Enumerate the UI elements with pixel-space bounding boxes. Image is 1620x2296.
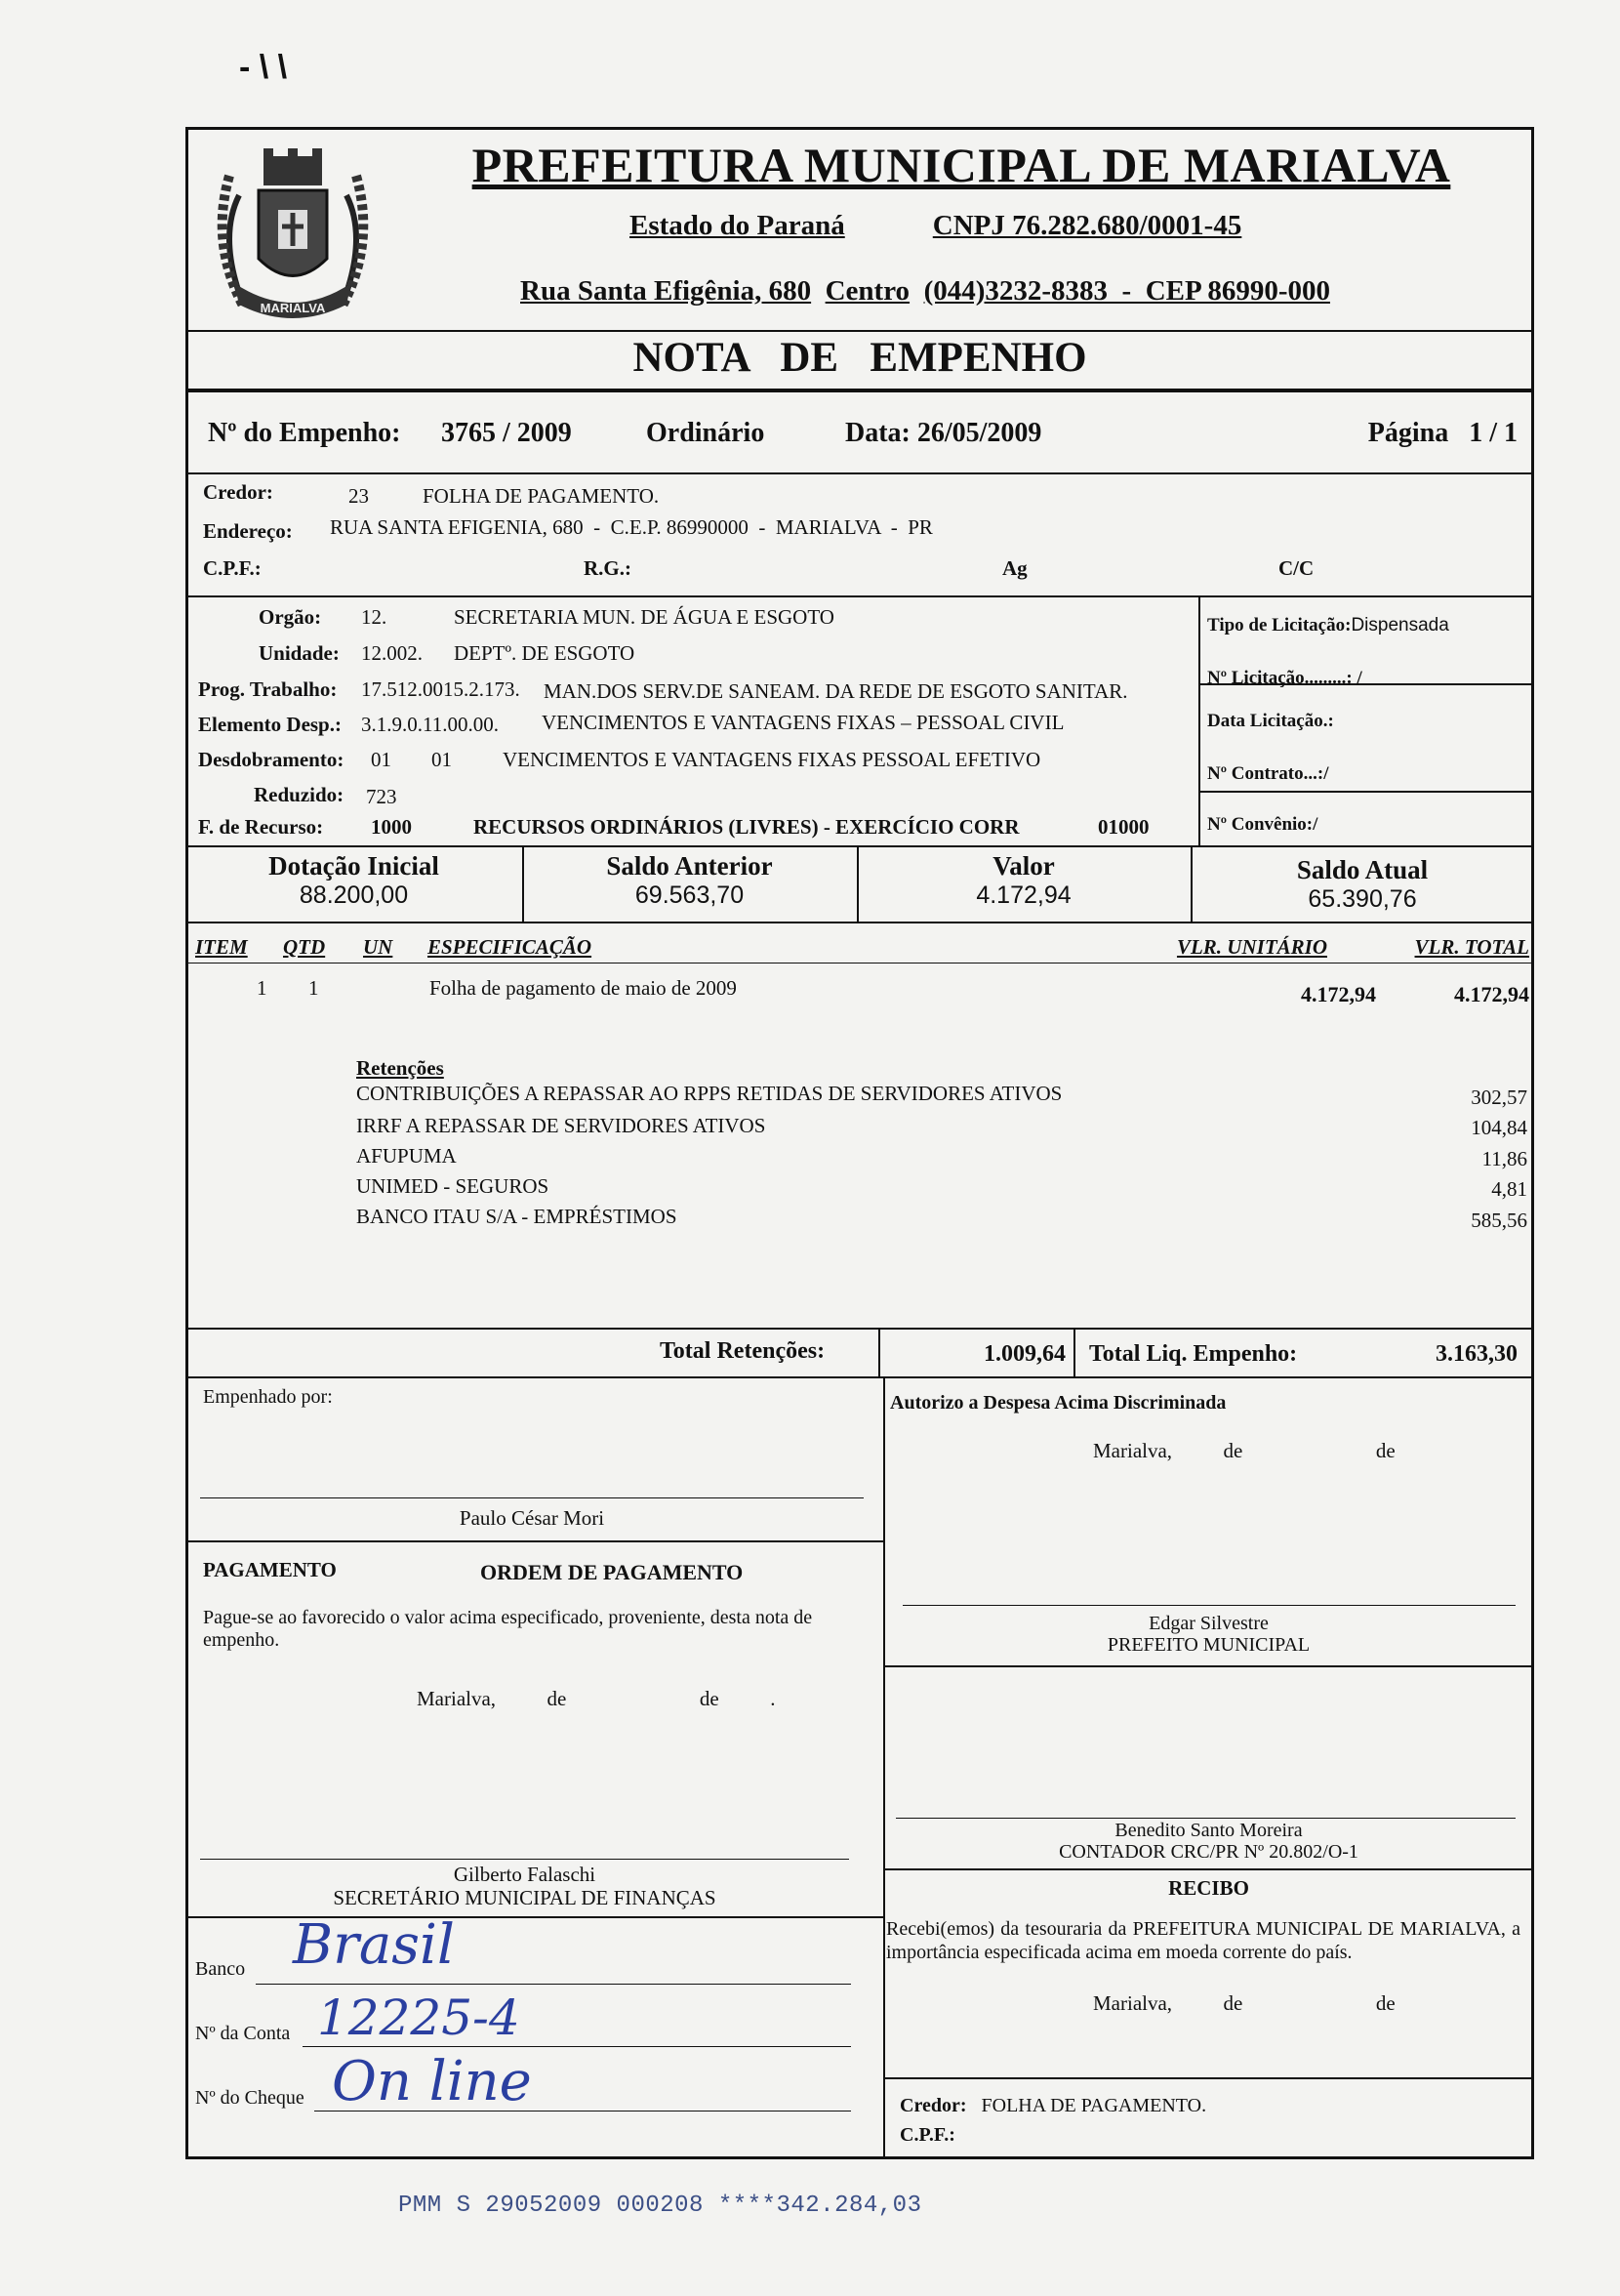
col-vlr-total: VLR. TOTAL (1414, 935, 1529, 959)
svg-text:MARIALVA: MARIALVA (260, 301, 326, 315)
list-item: CONTRIBUIÇÕES A REPASSAR AO RPPS RETIDAS DE SERVIDORES ATIVOS (356, 1082, 1063, 1105)
pagamento-text: Pague-se ao favorecido o valor acima especificado, proveniente, desta nota de empenho. (203, 1607, 813, 1651)
table-row: 1 1 Folha de pagamento de maio de 2009 4.172,94 4.172,94 (257, 976, 1529, 1006)
cheque-label: Nº do Cheque (195, 2087, 304, 2109)
col-item: ITEM (195, 935, 248, 959)
recibo-cpf-label: C.P.F.: (900, 2124, 955, 2146)
autorizo-place-date: Marialva, de de (1093, 1439, 1396, 1462)
empenho-number: 3765 / 2009 (441, 418, 572, 448)
page-title: PREFEITURA MUNICIPAL DE MARIALVA (471, 138, 1451, 192)
list-item-value: 4,81 (1491, 1177, 1527, 1201)
page-number: Página 1 / 1 (1367, 418, 1518, 448)
state-name: Estado do Paraná (629, 210, 845, 241)
empenhado-name: Paulo César Mori (459, 1506, 605, 1530)
list-item: UNIMED - SEGUROS (356, 1174, 549, 1198)
col-especificacao: ESPECIFICAÇÃO (427, 935, 592, 959)
recibo-text: Recebi(emos) da tesouraria da PREFEITURA MUNICIPAL DE MARIALVA, a importância especificada acima em moeda corrente do país. (886, 1918, 1520, 1963)
address-line (520, 275, 1330, 308)
payment-stamp: PMM S 29052009 000208 ****342.284,03 (398, 2193, 922, 2219)
pagamento-label: PAGAMENTO (203, 1558, 337, 1581)
credor-address: RUA SANTA EFIGENIA, 680 - C.E.P. 86990000 - MARIALVA - PR (330, 515, 933, 539)
credor-code: 23 (348, 484, 369, 508)
phone-cep: (044)3232-8383 - CEP 86990-000 (923, 275, 1330, 307)
district: Centro (825, 275, 911, 307)
recibo-credor: Credor: FOLHA DE PAGAMENTO. (900, 2095, 1207, 2116)
valor-box: Valor 4.172,94 (976, 851, 1072, 909)
state-line (629, 210, 1241, 242)
col-un: UN (363, 935, 393, 959)
prefeito-signature: Edgar Silvestre PREFEITO MUNICIPAL (1107, 1613, 1311, 1656)
list-item-value: 302,57 (1471, 1086, 1527, 1109)
autorizo-text: Autorizo a Despesa Acima Discriminada (890, 1392, 1227, 1414)
empenhado-label: Empenhado por: (203, 1386, 333, 1408)
saldo-atual-box: Saldo Atual 65.390,76 (1296, 855, 1429, 913)
list-item: IRRF A REPASSAR DE SERVIDORES ATIVOS (356, 1114, 766, 1137)
ag-label: Ag (1002, 556, 1028, 580)
credor-name: FOLHA DE PAGAMENTO. (423, 484, 660, 508)
banco-label: Banco (195, 1958, 246, 1980)
municipal-crest-icon (200, 137, 385, 332)
pagamento-place-date: Marialva, de de . (417, 1687, 776, 1710)
address: Rua Santa Efigênia, 680 (520, 275, 812, 307)
credor-label: Credor: (203, 480, 273, 504)
banco-value: Brasil (293, 1913, 455, 1977)
conta-value: 12225-4 (317, 1989, 520, 2046)
retencoes-title: Retenções (356, 1056, 444, 1080)
scan-marks: - \ \ (239, 49, 288, 86)
empenho-type: Ordinário (646, 418, 765, 448)
cheque-value: On line (332, 2050, 532, 2113)
cnpj: CNPJ 76.282.680/0001-45 (932, 210, 1242, 241)
total-liquido-label: Total Liq. Empenho: (1089, 1341, 1298, 1367)
recibo-title: RECIBO (1168, 1876, 1249, 1900)
list-item-value: 11,86 (1481, 1147, 1527, 1170)
total-retencoes: 1.009,64 (984, 1341, 1066, 1367)
rg-label: R.G.: (584, 556, 631, 580)
document-title: NOTA DE EMPENHO (632, 335, 1087, 381)
secretario-signature: Gilberto Falaschi SECRETÁRIO MUNICIPAL DE FINANÇAS (333, 1863, 716, 1909)
empenho-number-label: Nº do Empenho: (208, 418, 401, 448)
dotacao-box: Dotação Inicial 88.200,00 (268, 851, 439, 909)
contador-signature: Benedito Santo Moreira CONTADOR CRC/PR Nº 20.802/O-1 (1059, 1820, 1358, 1863)
empenho-date: Data: 26/05/2009 (845, 418, 1042, 448)
ordem-pagamento-title: ORDEM DE PAGAMENTO (480, 1560, 744, 1584)
col-vlr-unitario: VLR. UNITÁRIO (1176, 935, 1327, 959)
recibo-place-date: Marialva, de de (1093, 1991, 1396, 2015)
col-qtd: QTD (283, 935, 326, 959)
cc-label: C/C (1278, 556, 1315, 580)
list-item: BANCO ITAU S/A - EMPRÉSTIMOS (356, 1205, 677, 1228)
total-liquido: 3.163,30 (1436, 1341, 1518, 1367)
list-item: AFUPUMA (356, 1144, 457, 1168)
conta-label: Nº da Conta (195, 2023, 291, 2044)
address-label: Endereço: (203, 519, 293, 543)
total-retencoes-label: Total Retenções: (660, 1338, 826, 1364)
list-item-value: 104,84 (1471, 1116, 1527, 1139)
saldo-anterior-box: Saldo Anterior 69.563,70 (606, 851, 773, 909)
cpf-label: C.P.F.: (203, 556, 262, 580)
list-item-value: 585,56 (1471, 1209, 1527, 1232)
